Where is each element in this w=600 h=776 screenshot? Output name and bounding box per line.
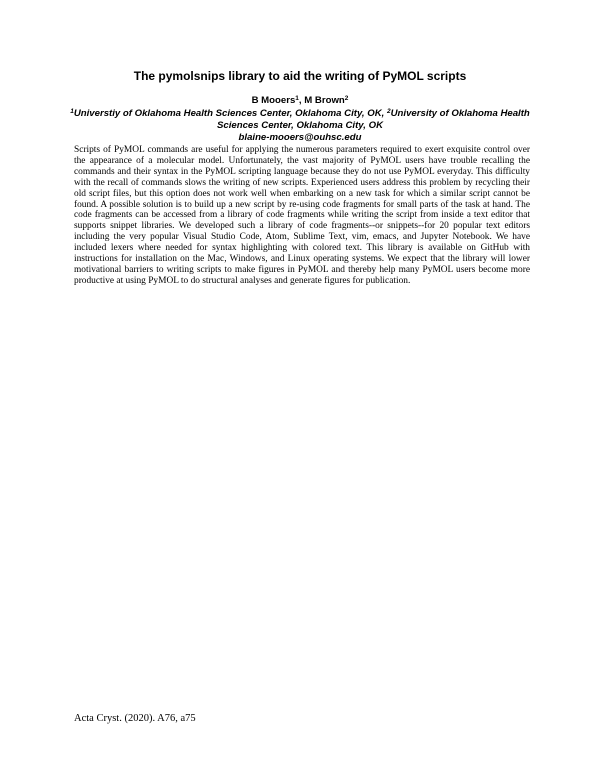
citation-footer: Acta Cryst. (2020). A76, a75 <box>74 713 196 724</box>
author-affiliation-mark: 1 <box>295 95 299 102</box>
abstract-text: Scripts of PyMOL commands are useful for applying the numerous parameters required to exert exquisite control over the appearance of a molecular model. Unfortunately, the vast majority of PyMOL users have trouble recalling the commands and their syntax in the PyMOL scripting language because they do not use PyMOL everyday. This difficulty with the recall of commands slows the writing of new scripts. Experienced users address this problem by recycling their old script files, but this option does not work well when embarking on a new task for which a similar script cannot be found. A possible solution is to build up a new script by re-using code fragments for small parts of the task at hand. The code fragments can be accessed from a library of code fragments while writing the script from inside a text editor that supports snippet libraries. We developed such a library of code fragments--or snippets--for 20 popular text editors including the very popular Visual Studio Code, Atom, Sublime Text, vim, emacs, and Jupyter Notebook. We have included lexers where needed for syntax highlighting with colored text. This library is available on GitHub with instructions for installation on the Mac, Windows, and Linux operating systems. We expect that the library will lower motivational barriers to writing scripts to make figures in PyMOL and thereby help many PyMOL users become more productive at using PyMOL to do structural analyses and generate figures for publication. <box>74 145 530 286</box>
affiliations <box>60 108 540 132</box>
affiliation-text: Universtiy of Oklahoma Health Sciences Center, Oklahoma City, OK, <box>73 108 387 119</box>
paper-title: The pymolsnips library to aid the writing of PyMOL scripts <box>133 69 467 83</box>
author-affiliation-mark: 2 <box>344 95 349 102</box>
author-separator: , <box>298 95 305 106</box>
author-line <box>0 95 600 107</box>
affiliation-text: University of Oklahoma Health Sciences Center, Oklahoma City, OK <box>217 108 530 131</box>
author-email: blaine-mooers@ouhsc.edu <box>238 132 362 143</box>
affiliation-mark: 2 <box>387 108 391 115</box>
author-name: B Mooers <box>251 95 296 106</box>
affiliation-mark: 1 <box>70 108 74 115</box>
author-name: M Brown <box>304 95 345 106</box>
